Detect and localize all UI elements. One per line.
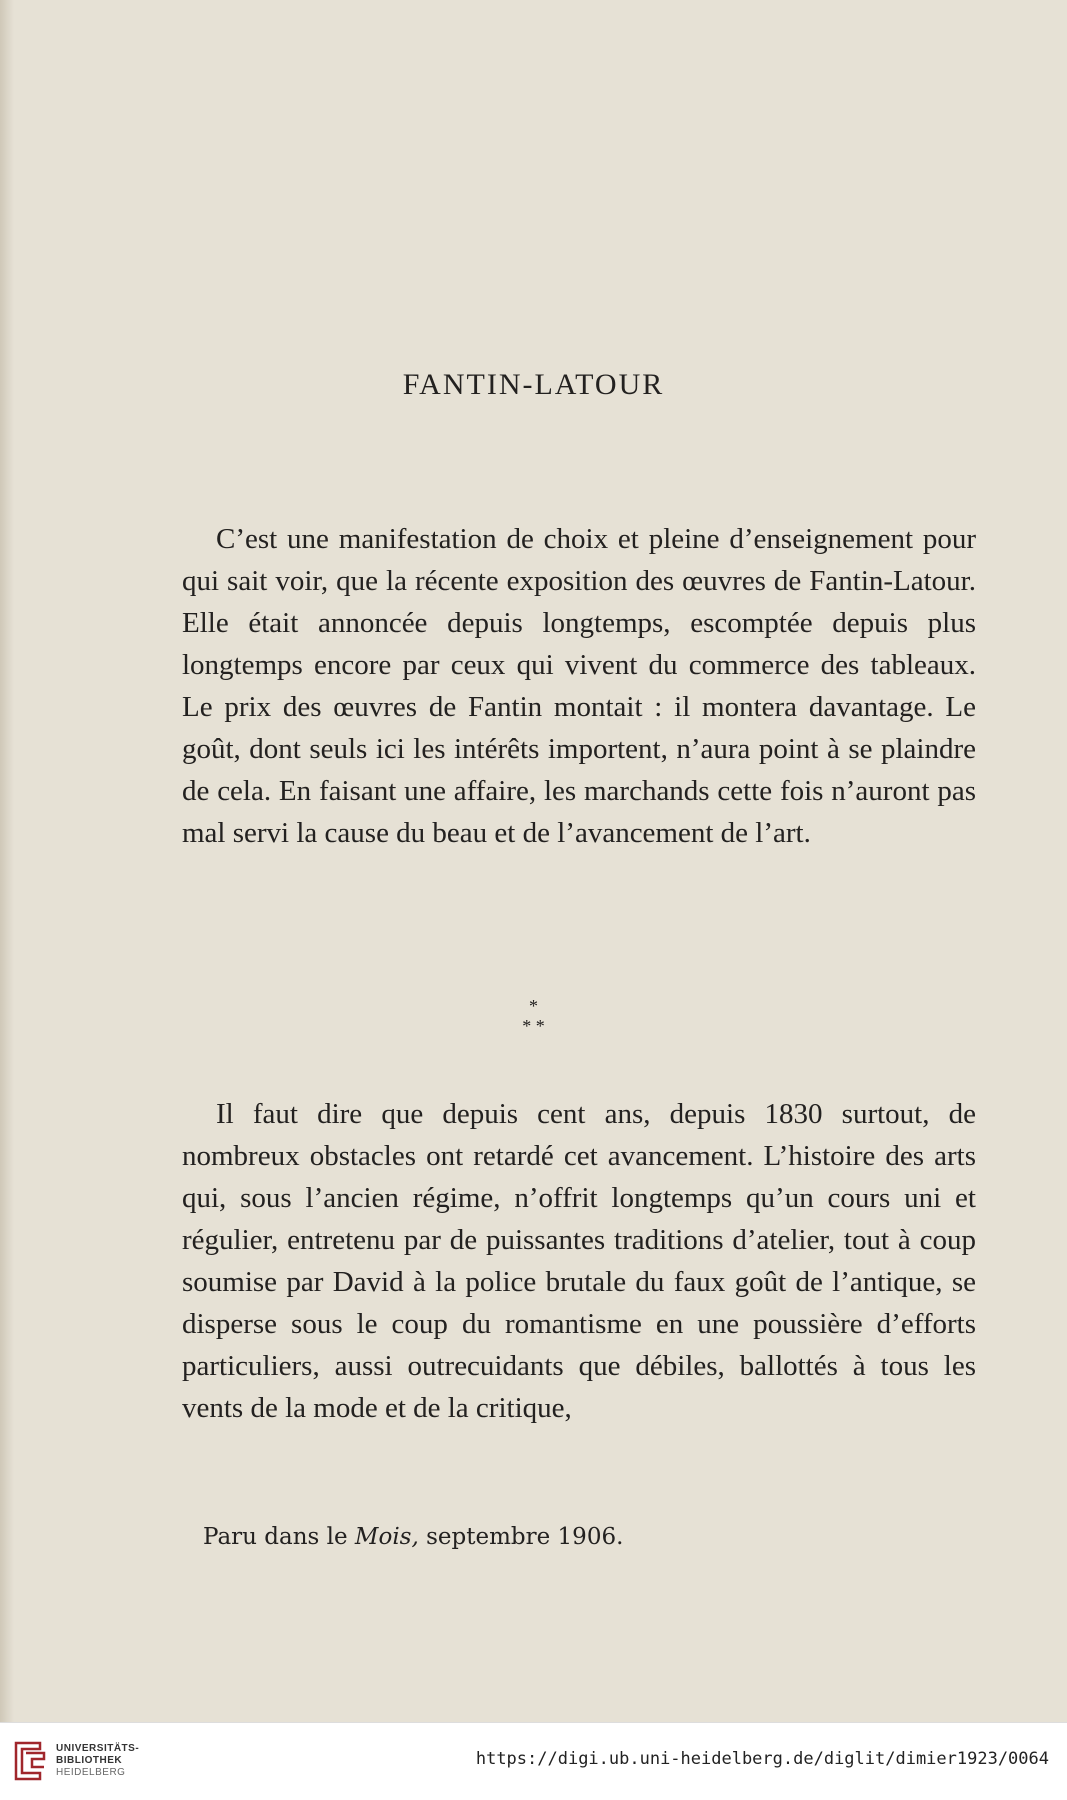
page-spine-shadow [0, 0, 14, 1722]
paragraph-2 [182, 1093, 976, 1429]
library-name [56, 1743, 139, 1779]
footnote-journal: Mois, [354, 1524, 419, 1550]
chapter-title: FANTIN-LATOUR [402, 368, 665, 401]
asterism-separator [0, 996, 1067, 1036]
footnote-prefix: Paru dans le [203, 1524, 355, 1550]
asterism-bottom: * * [522, 1016, 545, 1036]
paragraph-text: Il faut dire que depuis cent ans, depuis 1830 surtout, de nombreux obstacles ont retardé cet avancement. L’histoire des arts qui, sous l’ancien régime, n’offrit longtemps qu’un cours uni et régulier, entretenu par de puissantes traditions d’atelier, tout à coup soumise par David à la police brutale du faux goût de l’antique, se disperse sous le coup du romantisme en une poussière d’efforts particuliers, aussi outrecuidants que débiles, ballottés à tous les vents de la mode et de la critique, [182, 1098, 976, 1424]
library-name-line1: UNIVERSITÄTS- [56, 1743, 140, 1754]
paragraph-text: C’est une manifestation de choix et pleine d’enseignement pour qui sait voir, que la récente exposition des œuvres de Fantin-Latour. Elle était annoncée depuis longtemps, escomptée depuis plus longtemps encore par ceux qui vivent du commerce des tableaux. Le prix des œuvres de Fantin montait : il montera davantage. Le goût, dont seuls ici les intérêts importent, n’aura point à se plaindre de cela. En faisant une affaire, les marchands cette fois n’auront pas mal servi la cause du beau et de l’avancement de l’art. [182, 523, 976, 849]
library-name-line2: BIBLIOTHEK [56, 1755, 123, 1766]
asterism-top: * [529, 996, 538, 1016]
digitization-footer [0, 1722, 1067, 1800]
footnote-suffix: septembre 1906. [418, 1524, 624, 1550]
paragraph-1 [182, 518, 976, 854]
university-library-logo-icon[interactable] [12, 1739, 48, 1783]
library-name-line3: HEIDELBERG [56, 1767, 126, 1778]
footnote [203, 1524, 623, 1550]
permalink-url[interactable]: https://digi.ub.uni-heidelberg.de/diglit/dimier1923/0064 [475, 1749, 1049, 1769]
